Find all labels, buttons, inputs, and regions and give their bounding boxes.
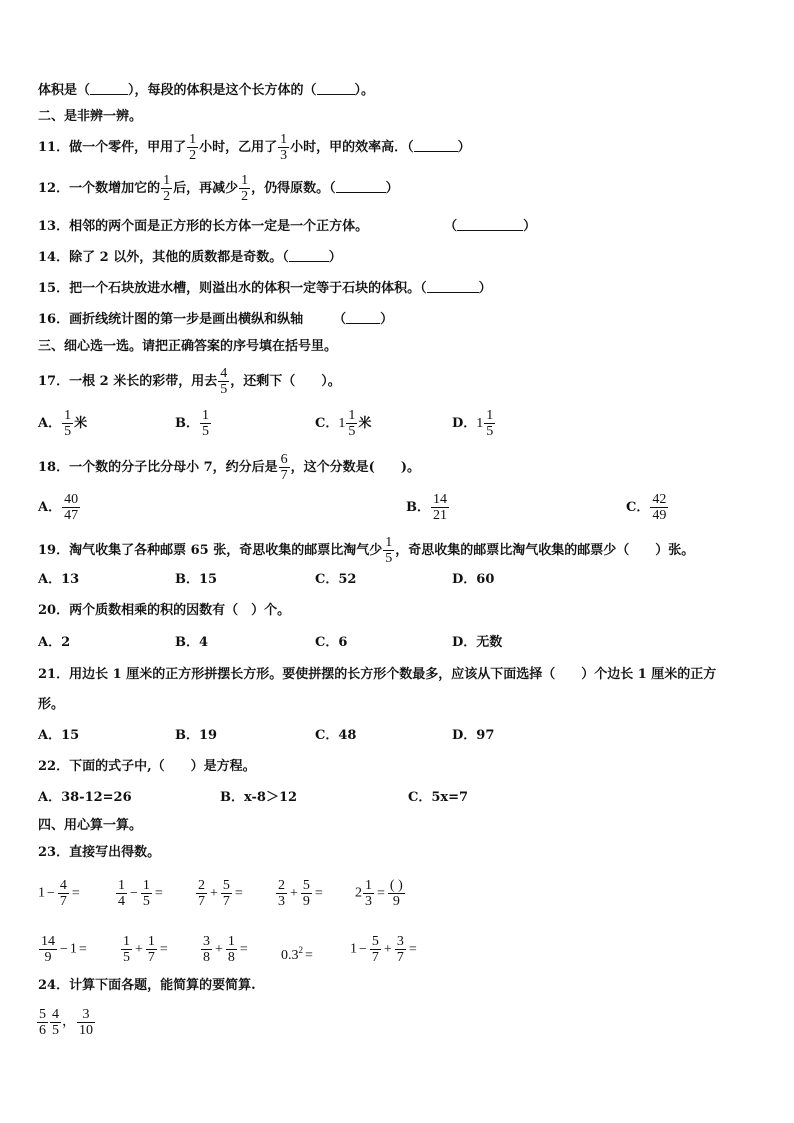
denominator: 5 bbox=[142, 894, 150, 909]
operator: + bbox=[215, 941, 223, 957]
fraction bbox=[116, 878, 127, 909]
text: 12．一个数增加它的 bbox=[38, 181, 161, 196]
numerator: 1 bbox=[227, 934, 235, 949]
numerator-blank[interactable]: ( ) bbox=[389, 878, 403, 893]
fraction bbox=[218, 366, 229, 397]
fraction bbox=[431, 492, 449, 523]
operator: + bbox=[290, 885, 298, 901]
option-label: A． bbox=[38, 416, 62, 431]
option-label: A． bbox=[38, 500, 62, 515]
text: ） bbox=[523, 219, 537, 234]
denominator: 47 bbox=[64, 508, 79, 523]
operator: + bbox=[135, 941, 143, 957]
option-17-c[interactable] bbox=[315, 408, 371, 439]
fraction bbox=[346, 408, 357, 439]
whole-number: 1 bbox=[338, 416, 346, 431]
denominator: 3 bbox=[365, 894, 372, 909]
option-label: B． bbox=[406, 500, 430, 515]
text: ）。 bbox=[354, 83, 375, 98]
option-19-d[interactable]: D．60 bbox=[452, 572, 495, 587]
question-22: 22．下面的式子中,（ ）是方程。 bbox=[38, 759, 256, 774]
answer-blank[interactable] bbox=[289, 249, 329, 262]
denominator: 2 bbox=[189, 148, 197, 163]
text: 小时，甲的效率高．（ bbox=[290, 140, 414, 155]
numerator: 42 bbox=[652, 492, 667, 507]
question-12 bbox=[38, 173, 399, 204]
denominator: 5 bbox=[486, 424, 494, 439]
numerator: 14 bbox=[41, 934, 55, 949]
separator: ， bbox=[62, 1014, 76, 1030]
denominator: 7 bbox=[59, 894, 67, 909]
denominator: 8 bbox=[203, 950, 210, 965]
calc-4 bbox=[275, 878, 325, 909]
denominator: 7 bbox=[198, 894, 205, 909]
denominator: 2 bbox=[241, 189, 249, 204]
denominator: 5 bbox=[64, 424, 72, 439]
operator: = bbox=[377, 885, 385, 901]
fraction bbox=[201, 934, 212, 965]
text: ），每段的体积是这个长方体的（ bbox=[128, 83, 317, 98]
numerator: 5 bbox=[222, 878, 230, 893]
fraction bbox=[187, 132, 198, 163]
option-20-d[interactable]: D．无数 bbox=[452, 635, 503, 650]
number: 0.3 bbox=[281, 948, 299, 963]
option-17-b[interactable] bbox=[175, 408, 212, 439]
question-15 bbox=[38, 280, 492, 298]
text: ） bbox=[478, 281, 492, 296]
answer-blank[interactable] bbox=[414, 139, 458, 152]
fraction bbox=[278, 132, 289, 163]
answer-blank[interactable] bbox=[427, 280, 479, 293]
option-17-a[interactable] bbox=[38, 408, 87, 439]
denominator: 5 bbox=[123, 950, 130, 965]
answer-blank[interactable] bbox=[457, 218, 523, 231]
option-21-a[interactable]: A．15 bbox=[38, 728, 80, 743]
fraction bbox=[62, 408, 73, 439]
denominator: 6 bbox=[39, 1023, 46, 1038]
question-11 bbox=[38, 132, 471, 163]
text: 16．画折线统计图的第一步是画出横纵和纵轴 bbox=[38, 312, 304, 327]
calc-6 bbox=[38, 934, 89, 965]
numerator: 1 bbox=[189, 132, 197, 147]
text: ，仍得原数。（ bbox=[251, 181, 336, 196]
operator: − bbox=[60, 941, 68, 957]
operator: − bbox=[359, 941, 367, 957]
fraction bbox=[141, 878, 152, 909]
numerator: 1 bbox=[202, 408, 209, 423]
number: 1 bbox=[38, 885, 45, 901]
section-2-heading: 二、是非辨一辨。 bbox=[38, 109, 143, 124]
numerator: 1 bbox=[241, 173, 249, 188]
text: 后，再减少 bbox=[173, 181, 239, 196]
operator: − bbox=[47, 885, 55, 901]
option-18-a[interactable] bbox=[38, 492, 81, 523]
numerator: 1 bbox=[147, 934, 155, 949]
option-label: D． bbox=[452, 416, 477, 431]
numerator: 1 bbox=[385, 535, 393, 550]
numerator: 1 bbox=[348, 408, 356, 423]
fraction bbox=[226, 934, 237, 965]
fraction bbox=[37, 1007, 48, 1038]
option-19-a[interactable]: A．13 bbox=[38, 572, 80, 587]
operator: = bbox=[305, 948, 313, 963]
calc-9 bbox=[281, 941, 315, 965]
fraction bbox=[62, 492, 80, 523]
whole-number: 1 bbox=[476, 416, 484, 431]
denominator: 7 bbox=[147, 950, 155, 965]
denominator: 9 bbox=[44, 950, 52, 965]
operator: + bbox=[383, 941, 392, 957]
question-24: 24．计算下面各题，能简算的要简算. bbox=[38, 978, 256, 993]
option-19-b[interactable]: B．15 bbox=[175, 572, 218, 587]
question-18 bbox=[38, 452, 420, 483]
option-20-b[interactable]: B．4 bbox=[175, 635, 209, 650]
question-21-cont: 形。 bbox=[38, 697, 65, 712]
option-21-b[interactable]: B．19 bbox=[175, 728, 218, 743]
answer-blank[interactable] bbox=[90, 82, 128, 95]
denominator: 5 bbox=[220, 382, 228, 397]
denominator: 2 bbox=[163, 189, 171, 204]
calc-10 bbox=[350, 934, 419, 965]
option-22-a[interactable]: A．38-12=26 bbox=[38, 790, 132, 805]
denominator: 5 bbox=[348, 424, 356, 439]
text: 体积是（ bbox=[38, 83, 91, 98]
operator: = bbox=[314, 885, 323, 901]
denominator: 3 bbox=[280, 148, 288, 163]
option-label: C． bbox=[315, 416, 339, 431]
option-21-d[interactable]: D．97 bbox=[452, 728, 495, 743]
denominator: 7 bbox=[280, 468, 288, 483]
numerator: 1 bbox=[142, 878, 150, 893]
denominator: 10 bbox=[79, 1023, 93, 1038]
numerator: 2 bbox=[278, 878, 285, 893]
question-17 bbox=[38, 366, 341, 397]
text: ） bbox=[380, 312, 394, 327]
numerator: 3 bbox=[396, 934, 404, 949]
numerator: 14 bbox=[433, 492, 447, 507]
option-18-b[interactable] bbox=[406, 492, 450, 523]
option-19-c[interactable]: C．52 bbox=[315, 572, 357, 587]
fraction bbox=[363, 878, 374, 909]
question-13 bbox=[38, 218, 536, 236]
denominator: 3 bbox=[278, 894, 285, 909]
option-label: C． bbox=[626, 500, 650, 515]
numerator: 4 bbox=[52, 1007, 59, 1022]
text: ，这个分数是( )。 bbox=[290, 460, 420, 475]
text: ，奇思收集的邮票比淘气收集的邮票少（ ）张。 bbox=[395, 543, 695, 558]
numerator: 1 bbox=[64, 408, 72, 423]
denominator: 4 bbox=[118, 894, 125, 909]
text: 18．一个数的分子比分母小 7，约分后是 bbox=[38, 460, 278, 475]
operator: = bbox=[71, 885, 80, 901]
numerator: 3 bbox=[77, 1007, 95, 1023]
denominator: 9 bbox=[302, 894, 310, 909]
question-14 bbox=[38, 249, 342, 267]
fraction bbox=[121, 934, 132, 965]
text: 15．把一个石块放进水槽，则溢出水的体积一定等于石块的体积。（ bbox=[38, 281, 427, 296]
fraction bbox=[239, 173, 250, 204]
operator: = bbox=[78, 941, 87, 957]
numerator: 1 bbox=[118, 878, 125, 893]
numerator: 6 bbox=[280, 452, 288, 467]
text: 17．一根 2 米长的彩带，用去 bbox=[38, 374, 218, 389]
operator: − bbox=[130, 885, 138, 901]
calc-5 bbox=[355, 878, 406, 909]
numerator: 1 bbox=[163, 173, 171, 188]
calc-1 bbox=[38, 878, 82, 909]
denominator: 7 bbox=[396, 950, 404, 965]
numerator: 5 bbox=[371, 934, 379, 949]
fraction bbox=[276, 878, 287, 909]
fraction bbox=[370, 934, 381, 965]
denominator: 7 bbox=[222, 894, 230, 909]
option-20-a[interactable]: A．2 bbox=[38, 635, 71, 650]
option-21-c[interactable]: C．48 bbox=[315, 728, 357, 743]
fraction bbox=[146, 934, 157, 965]
option-22-c[interactable]: C．5x=7 bbox=[408, 790, 469, 805]
text: 14．除了 2 以外，其他的质数都是奇数。（ bbox=[38, 250, 289, 265]
fraction bbox=[484, 408, 495, 439]
question-19 bbox=[38, 535, 694, 566]
calc-2 bbox=[115, 878, 165, 909]
numerator: 3 bbox=[203, 934, 210, 949]
denominator: 49 bbox=[652, 508, 667, 523]
numerator: 1 bbox=[280, 132, 288, 147]
denominator: 7 bbox=[371, 950, 379, 965]
text: （ bbox=[444, 219, 458, 234]
option-18-c[interactable] bbox=[626, 492, 669, 523]
fraction bbox=[650, 492, 668, 523]
fraction bbox=[161, 173, 172, 204]
numerator: 1 bbox=[365, 878, 372, 893]
option-22-b[interactable]: B．x-8＞12 bbox=[220, 790, 298, 805]
operator: = bbox=[234, 885, 243, 901]
numerator: 4 bbox=[59, 878, 67, 893]
number: 1 bbox=[69, 941, 77, 957]
unit: 米 bbox=[74, 416, 88, 431]
question-16 bbox=[38, 311, 393, 329]
option-label: B． bbox=[175, 416, 199, 431]
text: 19．淘气收集了各种邮票 65 张，奇思收集的邮票比淘气少 bbox=[38, 543, 383, 558]
fraction bbox=[200, 408, 211, 439]
calc-24 bbox=[36, 1007, 96, 1038]
denominator: 5 bbox=[202, 424, 209, 439]
text: 13．相邻的两个面是正方形的长方体一定是一个正方体。 bbox=[38, 219, 369, 234]
numerator: 4 bbox=[220, 366, 228, 381]
denominator: 5 bbox=[385, 551, 393, 566]
fraction bbox=[395, 934, 406, 965]
fraction bbox=[279, 452, 290, 483]
operator: = bbox=[239, 941, 248, 957]
question-20: 20．两个质数相乘的积的因数有（ ）个。 bbox=[38, 603, 291, 618]
calc-3 bbox=[195, 878, 245, 909]
text: 11．做一个零件，甲用了 bbox=[38, 140, 187, 155]
calc-8 bbox=[200, 934, 250, 965]
answer-blank[interactable] bbox=[336, 180, 386, 193]
operator: = bbox=[154, 885, 163, 901]
continued-question-line bbox=[38, 82, 374, 100]
text: （ bbox=[333, 312, 347, 327]
text: ） bbox=[385, 181, 399, 196]
operator: = bbox=[408, 941, 417, 957]
fraction bbox=[383, 535, 394, 566]
text: 小时，乙用了 bbox=[199, 140, 278, 155]
section-3-heading: 三、细心选一选。请把正确答案的序号填在括号里。 bbox=[38, 339, 338, 354]
fraction bbox=[196, 878, 207, 909]
numerator: 5 bbox=[39, 1007, 46, 1022]
fraction bbox=[39, 934, 57, 965]
numerator: 1 bbox=[486, 408, 494, 423]
operator: + bbox=[210, 885, 218, 901]
numerator: 5 bbox=[302, 878, 310, 893]
option-17-d[interactable] bbox=[452, 408, 496, 439]
fraction bbox=[58, 878, 69, 909]
numerator: 1 bbox=[123, 934, 130, 949]
numerator: 40 bbox=[64, 492, 79, 507]
section-4-heading: 四、用心算一算。 bbox=[38, 818, 143, 833]
fraction bbox=[221, 878, 232, 909]
option-20-c[interactable]: C．6 bbox=[315, 635, 348, 650]
denominator: 5 bbox=[52, 1023, 59, 1038]
answer-blank[interactable] bbox=[346, 311, 380, 324]
text: ） bbox=[457, 140, 471, 155]
text: ，还剩下（ ）。 bbox=[230, 374, 341, 389]
operator: = bbox=[159, 941, 168, 957]
answer-blank[interactable] bbox=[317, 82, 355, 95]
fraction bbox=[77, 1007, 95, 1038]
number: 1 bbox=[350, 941, 357, 957]
question-21: 21．用边长 1 厘米的正方形拼摆长方形。要使拼摆的长方形个数最多，应该从下面选择（ ）个边长 1 厘米的正方 bbox=[38, 667, 717, 682]
fraction bbox=[50, 1007, 61, 1038]
fraction-answer-blank[interactable] bbox=[388, 878, 405, 909]
numerator: 2 bbox=[198, 878, 205, 893]
denominator: 8 bbox=[227, 950, 235, 965]
denominator: 21 bbox=[433, 508, 447, 523]
unit: 米 bbox=[358, 416, 372, 431]
question-23: 23．直接写出得数。 bbox=[38, 845, 161, 860]
exponent: 2 bbox=[298, 945, 303, 955]
calc-7 bbox=[120, 934, 170, 965]
denominator: 9 bbox=[392, 894, 400, 909]
fraction bbox=[301, 878, 312, 909]
whole-number: 2 bbox=[355, 885, 362, 901]
text: ） bbox=[328, 250, 342, 265]
